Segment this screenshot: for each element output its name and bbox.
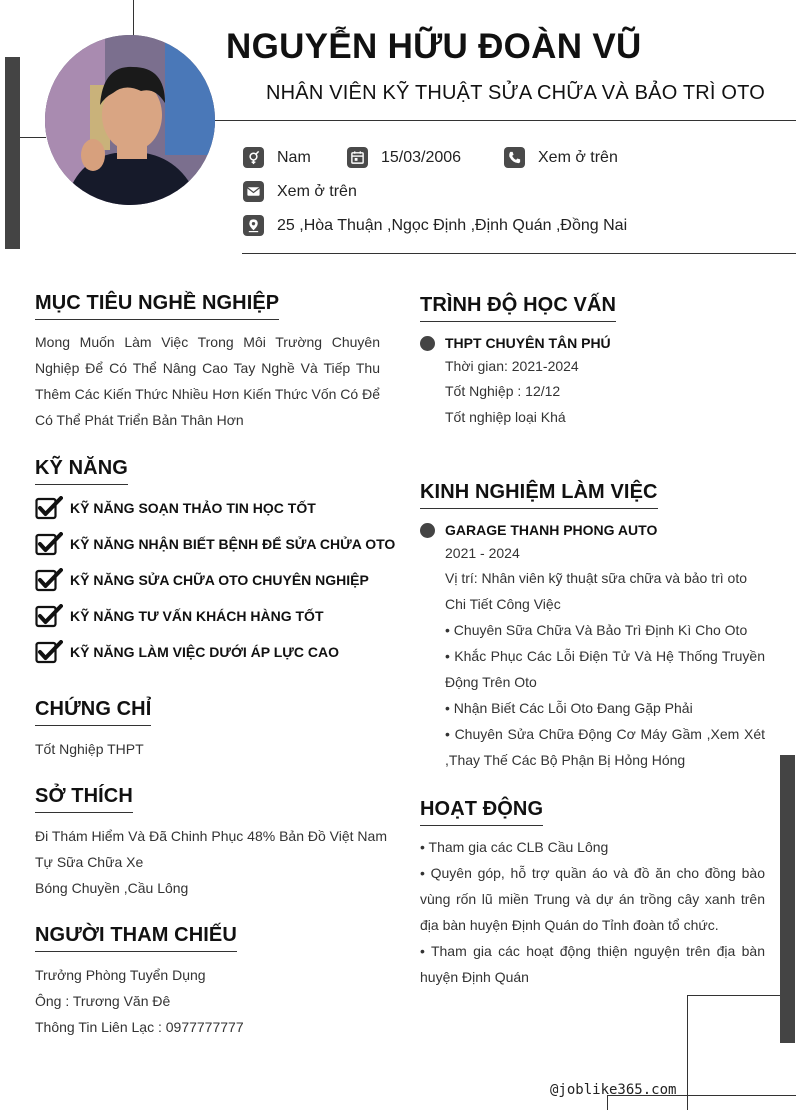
reference-item: Thông Tin Liên Lạc : 0977777777 (35, 1019, 244, 1035)
header-divider (215, 120, 796, 121)
info-birthday (347, 147, 461, 168)
activities-title: HOẠT ĐỘNG (420, 798, 543, 826)
info-address (243, 215, 627, 236)
bottom-frame-top (687, 995, 780, 996)
hobby-item: Tự Sữa Chữa Xe (35, 854, 144, 870)
info-gender (243, 147, 311, 168)
info-divider (242, 253, 796, 254)
checkbox-checked-icon (35, 568, 63, 592)
bottom-frame-left (687, 995, 688, 1110)
right-accent-bar (780, 755, 795, 1043)
calendar-icon (347, 147, 368, 168)
skills-title: KỸ NĂNG (35, 457, 128, 485)
reference-item: Trưởng Phòng Tuyển Dụng (35, 967, 206, 983)
info-email (243, 181, 357, 202)
education-title: TRÌNH ĐỘ HỌC VẤN (420, 294, 616, 322)
education-line: Thời gian: 2021-2024 (445, 358, 579, 374)
skill-item (35, 640, 339, 664)
company-name: GARAGE THANH PHONG AUTO (445, 522, 658, 538)
info-phone (504, 147, 618, 168)
experience-period: 2021 - 2024 (445, 545, 520, 561)
skill-item (35, 568, 369, 592)
skill-item (35, 532, 395, 556)
experience-title: KINH NGHIỆM LÀM VIỆC (420, 481, 658, 509)
education-bullet (420, 336, 435, 351)
objective-title: MỤC TIÊU NGHỀ NGHIỆP (35, 292, 279, 320)
address-text: 25 ,Hòa Thuận ,Ngọc Định ,Định Quán ,Đồng Nai (277, 216, 628, 234)
experience-detail: • Khắc Phục Các Lỗi Điện Tử Và Hệ Thống Truyền Động Trên Oto (445, 648, 765, 690)
avatar (45, 35, 215, 205)
location-icon (243, 215, 264, 236)
activity-item: • Quyên góp, hỗ trợ quần áo và đồ ăn cho đồng bào vùng rốn lũ miền Trung và dự án trồng cây xanh trên địa bàn huyện Định Quán do Tỉnh đoàn tổ chức. (420, 865, 765, 933)
hobby-item: Đi Thám Hiểm Và Đã Chinh Phục 48% Bản Đồ Việt Nam (35, 828, 387, 844)
experience-role: Vị trí: Nhân viên kỹ thuật sữa chữa và bảo trì oto (445, 570, 748, 586)
certificates-title: CHỨNG CHỈ (35, 698, 151, 726)
left-accent-bar (5, 57, 20, 249)
school-name: THPT CHUYÊN TÂN PHÚ (445, 335, 611, 351)
birthday-text: 15/03/2006 (381, 148, 462, 166)
objective-text: Mong Muốn Làm Việc Trong Môi Trường Chuyên Nghiệp Để Có Thể Nâng Cao Tay Nghề Và Tiếp Thu Thêm Các Kiến Thức Nhiều Hơn Kiến Thức Vốn Có Để Có Thể Phát Triển Bản Thân Hơn (35, 334, 380, 428)
skill-label: KỸ NĂNG SỬA CHỮA OTO CHUYÊN NGHIỆP (70, 572, 369, 588)
checkbox-checked-icon (35, 532, 63, 556)
gender-text: Nam (277, 148, 311, 166)
footer-watermark: @joblike365.com (550, 1082, 677, 1098)
experience-bullet (420, 523, 435, 538)
avatar-photo (45, 35, 215, 205)
experience-detail: • Chuyên Sữa Chữa Và Bảo Trì Định Kì Cho Oto (445, 622, 748, 638)
candidate-name: NGUYỄN HỮU ĐOÀN VŨ (226, 27, 642, 66)
certificate-item: Tốt Nghiệp THPT (35, 741, 144, 757)
checkbox-checked-icon (35, 604, 63, 628)
experience-detail-title: Chi Tiết Công Việc (445, 596, 561, 612)
education-line: Tốt Nghiệp : 12/12 (445, 383, 561, 399)
skill-label: KỸ NĂNG TƯ VẤN KHÁCH HÀNG TỐT (70, 608, 324, 624)
phone-text: Xem ở trên (538, 148, 618, 166)
activity-item: • Tham gia các CLB Cầu Lông (420, 839, 609, 855)
skill-label: KỸ NĂNG SOẠN THẢO TIN HỌC TỐT (70, 500, 316, 516)
education-line: Tốt nghiệp loại Khá (445, 409, 566, 425)
hobbies-title: SỞ THÍCH (35, 785, 133, 813)
skill-item (35, 496, 316, 520)
avatar-connector-line (20, 137, 46, 138)
checkbox-checked-icon (35, 640, 63, 664)
checkbox-checked-icon (35, 496, 63, 520)
experience-detail: • Chuyên Sửa Chữa Động Cơ Máy Gầm ,Xem Xét ,Thay Thế Các Bộ Phận Bị Hỏng Hóng (445, 726, 765, 768)
email-text: Xem ở trên (277, 182, 357, 200)
top-vertical-line (133, 0, 134, 36)
skill-item (35, 604, 324, 628)
activity-item: • Tham gia các hoạt động thiện nguyện trên địa bàn huyện Định Quán (420, 943, 765, 985)
phone-icon (504, 147, 525, 168)
email-icon (243, 181, 264, 202)
gender-icon (243, 147, 264, 168)
experience-detail: • Nhận Biết Các Lỗi Oto Đang Gặp Phải (445, 700, 693, 716)
reference-item: Ông : Trương Văn Đê (35, 993, 171, 1009)
candidate-position: NHÂN VIÊN KỸ THUẬT SỬA CHỮA VÀ BẢO TRÌ OTO (266, 82, 765, 104)
hobby-item: Bóng Chuyền ,Cầu Lông (35, 880, 189, 896)
references-title: NGƯỜI THAM CHIẾU (35, 924, 237, 952)
skill-label: KỸ NĂNG NHẬN BIẾT BỆNH ĐỂ SỬA CHỬA OTO (70, 536, 396, 552)
skill-label: KỸ NĂNG LÀM VIỆC DƯỚI ÁP LỰC CAO (70, 644, 340, 660)
